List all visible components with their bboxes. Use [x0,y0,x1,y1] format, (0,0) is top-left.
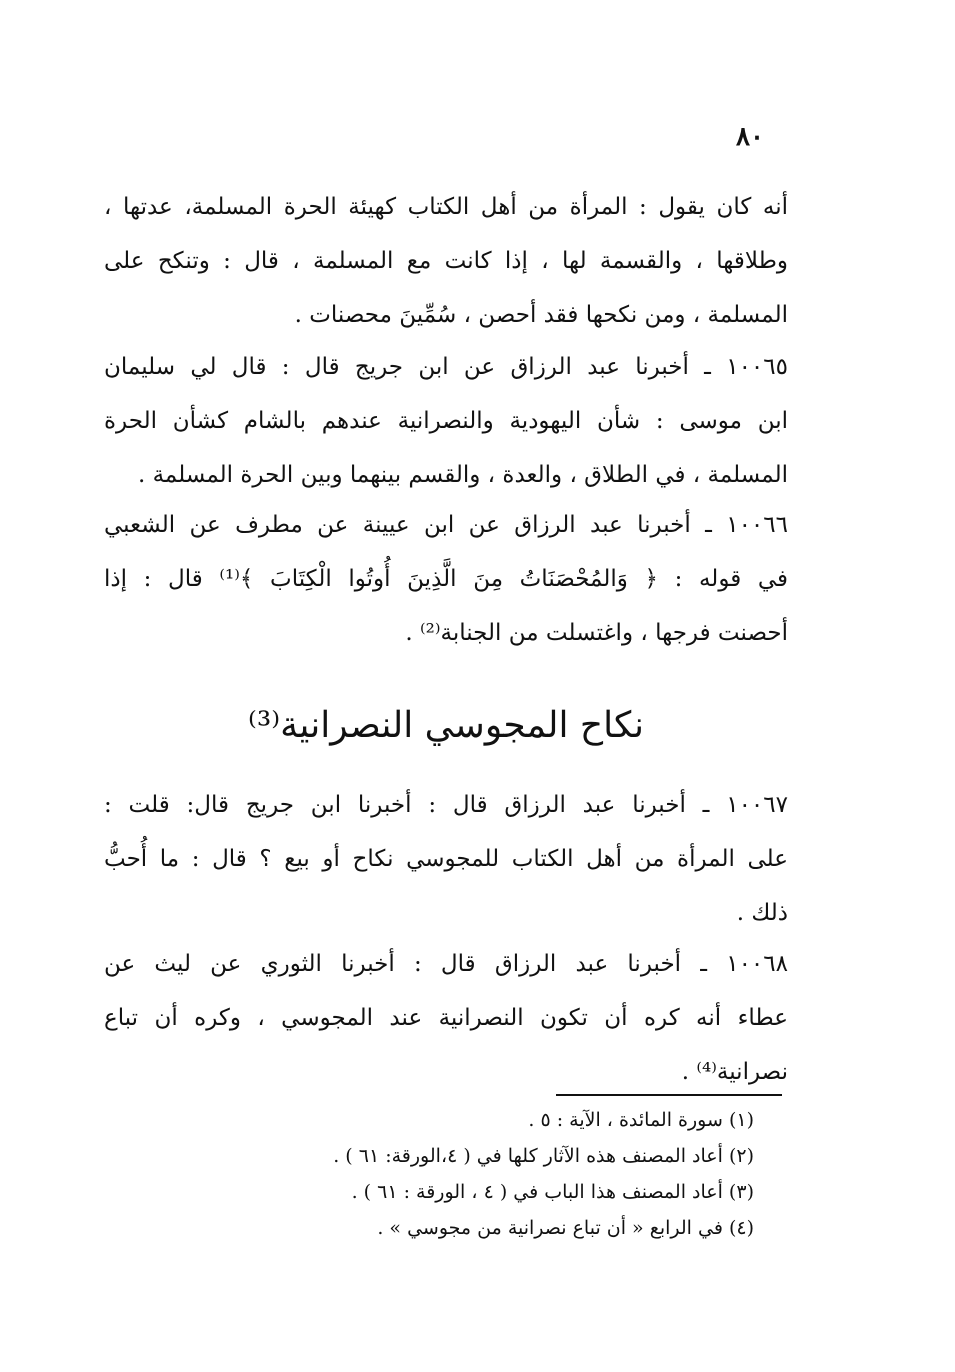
text-line: المسلمة ، في الطلاق ، والعدة ، والقسم بينهما وبين الحرة المسلمة . [137,462,788,488]
page-number: ٨٠ [736,122,764,152]
footnote-4: (٤) في الرابع « أن تباع نصرانية من مجوسي » . [377,1217,754,1239]
paragraph-10066 [104,498,788,660]
text-line: ابن موسى : شأن اليهودية والنصرانية عندهم بالشام كشأن الحرة [104,408,788,434]
footnotes [104,1102,754,1246]
text-line: وطلاقها ، والقسمة لها ، إذا كانت مع المسلمة ، قال : وتنكح على [104,248,788,274]
paragraph-10067 [104,778,788,940]
text-line: نصرانية⁽⁴⁾ . [681,1059,788,1085]
footnote-1: (١) سورة المائدة ، الآية : ٥ . [528,1109,754,1131]
footnote-divider [556,1094,782,1096]
text-line: عطاء أنه كره أن تكون النصرانية عند المجوسي ، وكره أن تباع [104,1005,788,1031]
paragraph-1 [104,180,788,342]
text-line: ١٠٠٦٨ ـ أخبرنا عبد الرزاق قال : أخبرنا الثوري عن ليث عن [104,951,788,977]
section-title: نكاح المجوسي النصرانية⁽³⁾ [247,705,644,746]
text-line: في قوله : ﴿ وَالمُحْصَنَاتُ مِنَ الَّذِينَ أُوتُوا الْكِتَابَ ﴾⁽¹⁾ قال : إذا [104,566,788,592]
footnote-2: (٢) أعاد المصنف هذه الآثار كلها في ( ٤،الورقة: ٦١ ) . [333,1145,754,1167]
text-line: أحصنت فرجها ، واغتسلت من الجنابة⁽²⁾ . [405,620,788,646]
paragraph-10068 [104,937,788,1099]
text-line: على المرأة من أهل الكتاب للمجوسي نكاح أو بيع ؟ قال : ما أُحبُّ [104,846,788,872]
text-line: ١٠٠٦٧ ـ أخبرنا عبد الرزاق قال : أخبرنا ابن جريج قال: قلت : [104,792,788,818]
text-line: ١٠٠٦٥ ـ أخبرنا عبد الرزاق عن ابن جريج قال : قال لي سليمان [104,354,788,380]
text-line: ١٠٠٦٦ ـ أخبرنا عبد الرزاق عن ابن عيينة عن مطرف عن الشعبي [104,512,788,538]
text-line: المسلمة ، ومن نكحها فقد أحصن ، سُمِّينَ محصنات . [294,302,788,328]
paragraph-10065 [104,340,788,502]
footnote-3: (٣) أعاد المصنف هذا الباب في ( ٤ ، الورقة : ٦١ ) . [351,1181,754,1203]
text-line: ذلك . [736,900,788,926]
text-line: أنه كان يقول : المرأة من أهل الكتاب كهيئة الحرة المسلمة، عدتها ، [104,194,788,220]
